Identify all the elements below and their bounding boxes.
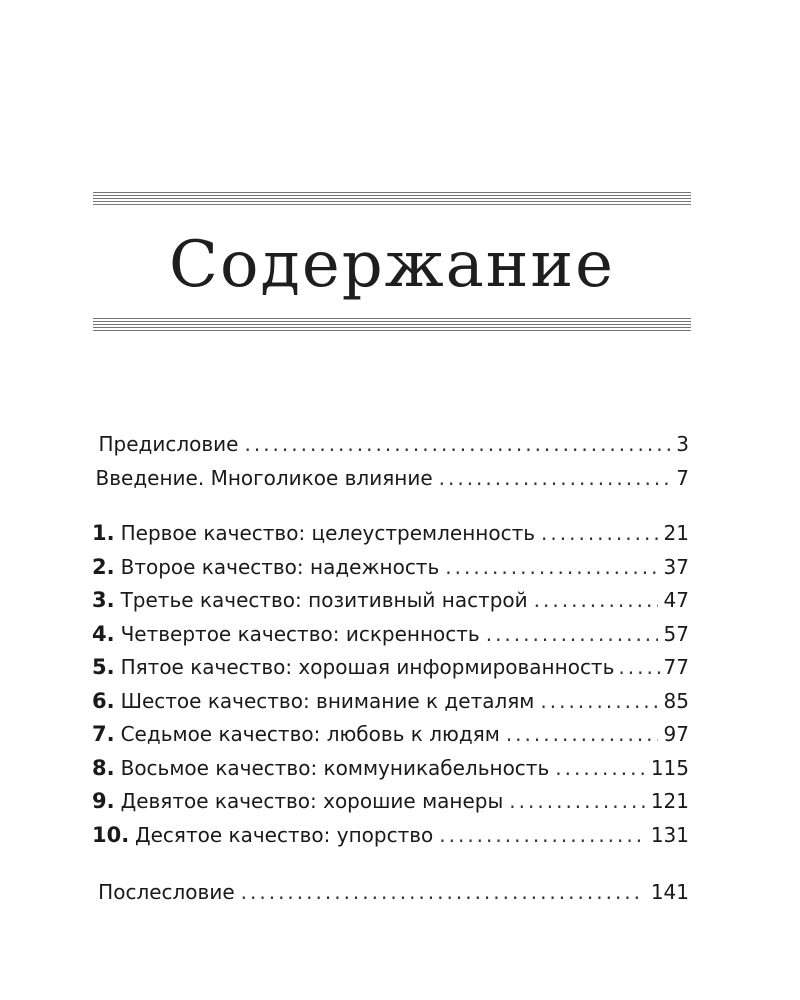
toc-page-number: 141: [650, 880, 689, 904]
toc-entry-chapter-3[interactable]: [92, 584, 689, 618]
table-of-contents: [92, 428, 689, 910]
toc-entry-chapter-4[interactable]: [92, 618, 689, 652]
chapter-number: 10.: [92, 822, 130, 847]
toc-page-number: 47: [663, 588, 689, 612]
leader-dots: [244, 428, 670, 462]
chapter-number: 8.: [92, 755, 115, 780]
toc-page-number: 21: [663, 521, 689, 545]
toc-entry-label: Десятое качество: упорство: [135, 822, 434, 847]
toc-entry-label: Четвертое качество: искренность: [120, 621, 480, 646]
toc-entry-label: Введение. Многоликое влияние: [95, 465, 433, 490]
toc-entry-label: Шестое качество: внимание к деталям: [120, 688, 535, 713]
toc-entry-label: Седьмое качество: любовь к людям: [120, 722, 500, 746]
chapter-number: 1.: [92, 521, 115, 545]
leader-dots: [534, 584, 658, 618]
leader-dots: [241, 876, 645, 910]
chapter-number: 9.: [92, 789, 115, 813]
chapter-number: 5.: [92, 655, 115, 679]
toc-page-number: 3: [676, 432, 689, 456]
toc-page-number: 77: [663, 655, 689, 679]
toc-page-number: 97: [663, 722, 689, 746]
toc-entry-introduction[interactable]: [92, 462, 689, 496]
toc-entry-label: Послесловие: [98, 880, 235, 904]
leader-dots: [541, 517, 658, 551]
toc-entry-preface[interactable]: [92, 428, 689, 462]
toc-page-number: 131: [650, 822, 689, 847]
leader-dots: [618, 651, 659, 685]
leader-dots: [555, 752, 645, 786]
toc-page-number: 57: [663, 621, 689, 646]
chapter-number: 7.: [92, 722, 115, 746]
chapter-number: 6.: [92, 688, 115, 713]
toc-entry-chapter-6[interactable]: [92, 685, 689, 719]
toc-entry-label: Первое качество: целеустремленность: [120, 521, 536, 545]
chapter-number: 4.: [92, 621, 115, 646]
leader-dots: [506, 718, 658, 752]
toc-entry-chapter-10[interactable]: [92, 819, 689, 853]
toc-page-number: 121: [650, 789, 689, 813]
page-title: Содержание: [169, 228, 615, 302]
toc-entry-chapter-9[interactable]: [92, 785, 689, 819]
toc-entry-chapter-5[interactable]: [92, 651, 689, 685]
toc-page-number: 7: [676, 465, 689, 490]
toc-entry-chapter-8[interactable]: [92, 752, 689, 786]
toc-entry-label: Предисловие: [98, 432, 239, 456]
bottom-rule-lines: [93, 318, 691, 333]
toc-entry-label: Второе качество: надежность: [120, 554, 440, 579]
toc-page-number: 37: [663, 554, 689, 579]
toc-entry-chapter-2[interactable]: [92, 551, 689, 585]
leader-dots: [439, 819, 645, 853]
top-rule-lines: [93, 192, 691, 207]
toc-entry-label: Третье качество: позитивный настрой: [120, 588, 528, 612]
leader-dots: [509, 785, 645, 819]
leader-dots: [540, 685, 657, 719]
toc-entry-label: Девятое качество: хорошие манеры: [120, 789, 504, 813]
chapter-number: 2.: [92, 554, 115, 579]
leader-dots: [439, 462, 671, 496]
toc-entry-label: Восьмое качество: коммуникабельность: [120, 755, 550, 780]
leader-dots: [486, 618, 658, 652]
toc-entry-afterword[interactable]: [92, 876, 689, 910]
toc-page-number: 85: [663, 688, 689, 713]
leader-dots: [445, 551, 657, 585]
toc-entry-chapter-7[interactable]: [92, 718, 689, 752]
toc-entry-label: Пятое качество: хорошая информированность: [120, 655, 615, 679]
toc-page-number: 115: [650, 755, 689, 780]
toc-entry-chapter-1[interactable]: [92, 517, 689, 551]
chapter-number: 3.: [92, 588, 115, 612]
